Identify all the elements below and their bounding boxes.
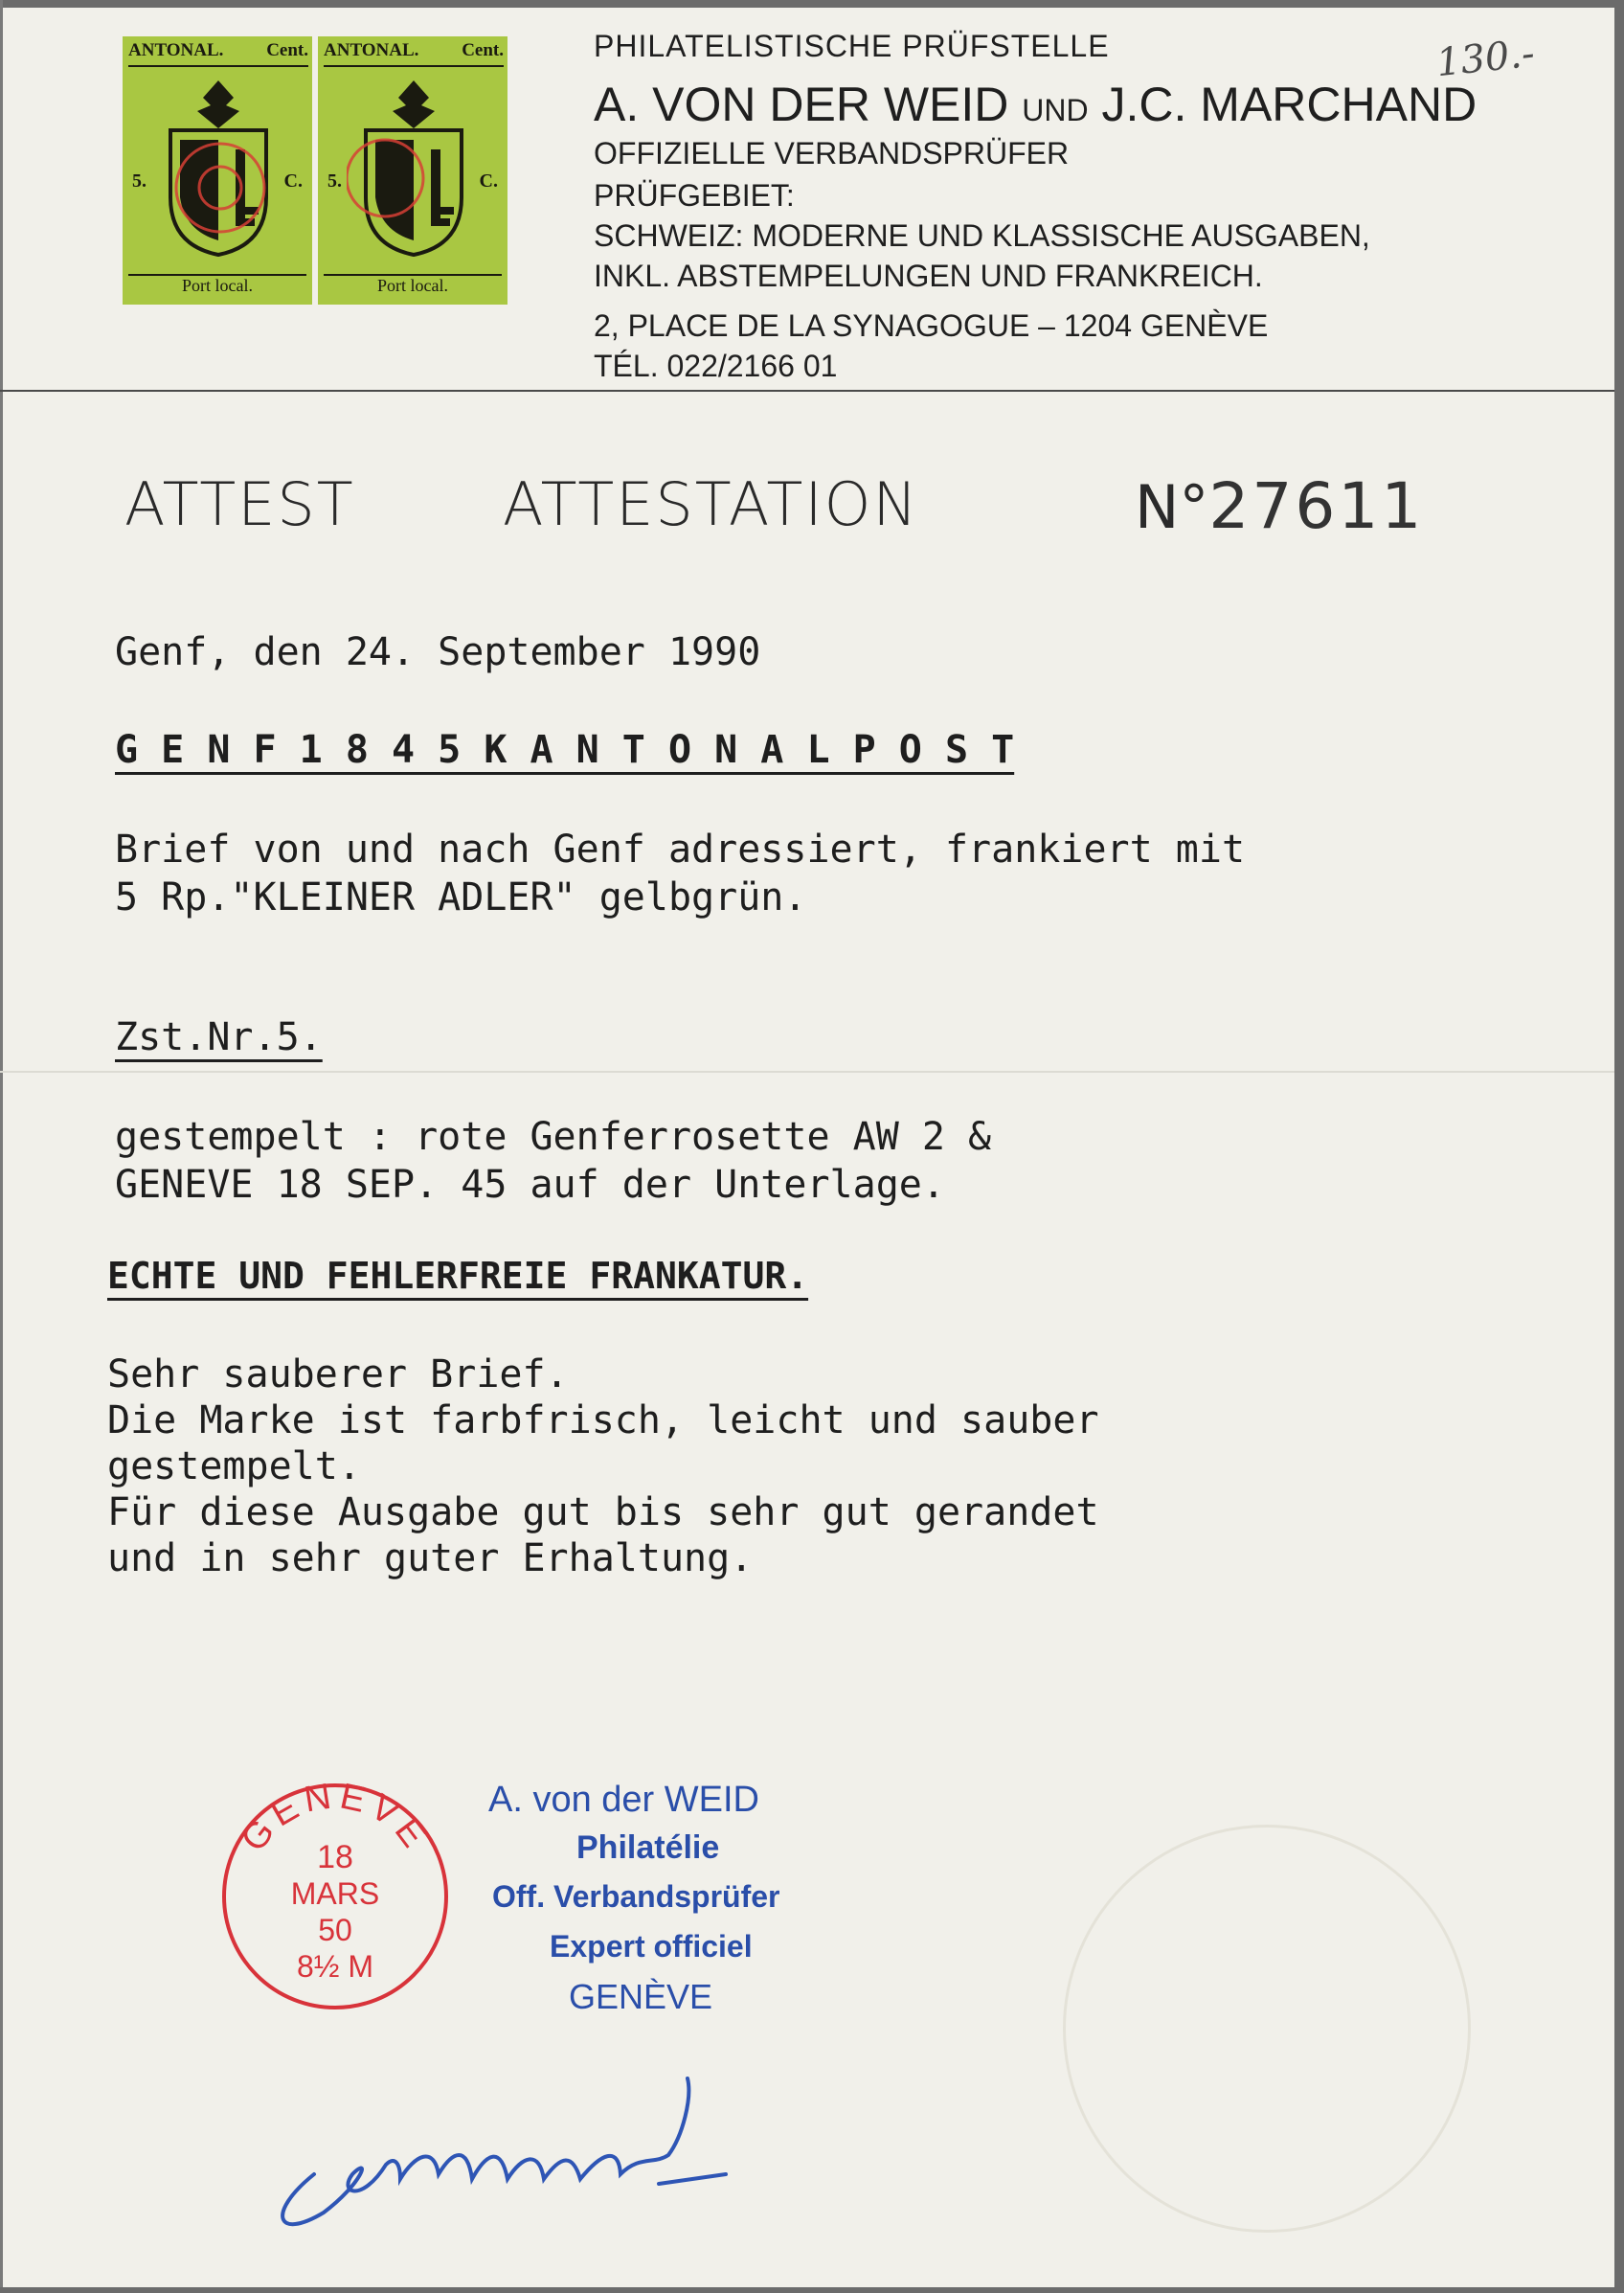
description-line-2: 5 Rp."KLEINER ADLER" gelbgrün. <box>115 875 807 919</box>
stamp-left-cent: Cent. <box>266 40 308 60</box>
subject-heading: G E N F 1 8 4 5 K A N T O N A L P O S T <box>115 728 1015 772</box>
stamp-right-header: ANTONAL. <box>324 40 419 60</box>
paper-fold <box>0 1071 1614 1073</box>
number-value: 27611 <box>1208 469 1425 543</box>
letterhead-rule <box>0 390 1614 392</box>
handwritten-signature <box>257 2021 793 2251</box>
stamp-left-header: ANTONAL. <box>128 40 224 60</box>
blue-stamp-philatelie: Philatélie <box>576 1829 720 1866</box>
stamp-left <box>123 36 312 305</box>
lab-name: PHILATELISTISCHE PRÜFSTELLE <box>594 29 1110 63</box>
date-line: Genf, den 24. September 1990 <box>115 630 761 674</box>
expert-role: OFFIZIELLE VERBANDSPRÜFER <box>594 136 1070 170</box>
cancel-line-1: gestempelt : rote Genferrosette AW 2 & <box>115 1115 992 1159</box>
cancel-line-2: GENEVE 18 SEP. 45 auf der Unterlage. <box>115 1163 945 1207</box>
area-line-1: SCHWEIZ: MODERNE UND KLASSISCHE AUSGABEN, <box>594 218 1370 253</box>
postmark-ring-text: GENEVE <box>233 1780 438 1860</box>
blue-stamp-name: A. von der WEID <box>488 1780 759 1820</box>
stamp-pair <box>123 36 508 305</box>
attest-label: ATTEST <box>124 469 355 539</box>
area-line-2: INKL. ABSTEMPELUNGEN UND FRANKREICH. <box>594 259 1263 293</box>
address: 2, PLACE DE LA SYNAGOGUE – 1204 GENÈVE <box>594 308 1269 343</box>
stamp-left-unit: C. <box>283 170 303 192</box>
expert-name-1: A. VON DER WEID <box>594 78 1009 131</box>
number-prefix: N° <box>1135 472 1209 542</box>
stamp-right-value: 5. <box>327 170 342 192</box>
stamp-right-unit: C. <box>479 170 498 192</box>
postmark-time: 8½ M <box>296 1949 374 1984</box>
note-line-2: Die Marke ist farbfrisch, leicht und sauber <box>107 1398 1099 1442</box>
red-postmark <box>218 1780 452 2013</box>
attestation-label: ATTESTATION <box>503 469 919 539</box>
scan-border-top <box>0 0 1624 8</box>
blue-stamp-expert: Expert officiel <box>550 1929 753 1964</box>
scan-border-left <box>0 0 3 2293</box>
catalog-number: Zst.Nr.5. <box>115 1015 323 1059</box>
postmark-year: 50 <box>318 1913 352 1947</box>
stamp-right <box>318 36 508 305</box>
postmark-month: MARS <box>290 1876 380 1911</box>
eagle-key-icon <box>347 73 481 261</box>
expert-names-und: UND <box>1022 93 1089 127</box>
verdict: ECHTE UND FEHLERFREIE FRANKATUR. <box>107 1255 809 1297</box>
postmark-day: 18 <box>317 1839 353 1875</box>
note-line-4: Für diese Ausgabe gut bis sehr gut gerandet <box>107 1490 1099 1534</box>
description-line-1: Brief von und nach Genf adressiert, frankiert mit <box>115 828 1246 872</box>
stamp-right-cent: Cent. <box>462 40 504 60</box>
stamp-right-footer: Port local. <box>324 274 502 299</box>
phone: TÉL. 022/2166 01 <box>594 349 838 383</box>
blue-stamp-verbandspruefer: Off. Verbandsprüfer <box>492 1879 780 1914</box>
scan-border-right <box>1614 0 1624 2293</box>
embossed-seal <box>1063 1825 1471 2233</box>
note-line-1: Sehr sauberer Brief. <box>107 1352 569 1396</box>
eagle-key-icon <box>151 73 285 261</box>
expert-names <box>594 77 1477 132</box>
blue-stamp-city: GENÈVE <box>569 1977 713 2016</box>
pencil-note: 130.- <box>1433 31 1537 86</box>
note-line-3: gestempelt. <box>107 1444 361 1488</box>
scan-border-bottom <box>0 2287 1624 2293</box>
expert-name-2: J.C. MARCHAND <box>1101 78 1477 131</box>
area-label: PRÜFGEBIET: <box>594 178 795 213</box>
note-line-5: und in sehr guter Erhaltung. <box>107 1536 754 1580</box>
stamp-left-value: 5. <box>132 170 147 192</box>
stamp-left-footer: Port local. <box>128 274 306 299</box>
certificate-number <box>1135 469 1424 543</box>
